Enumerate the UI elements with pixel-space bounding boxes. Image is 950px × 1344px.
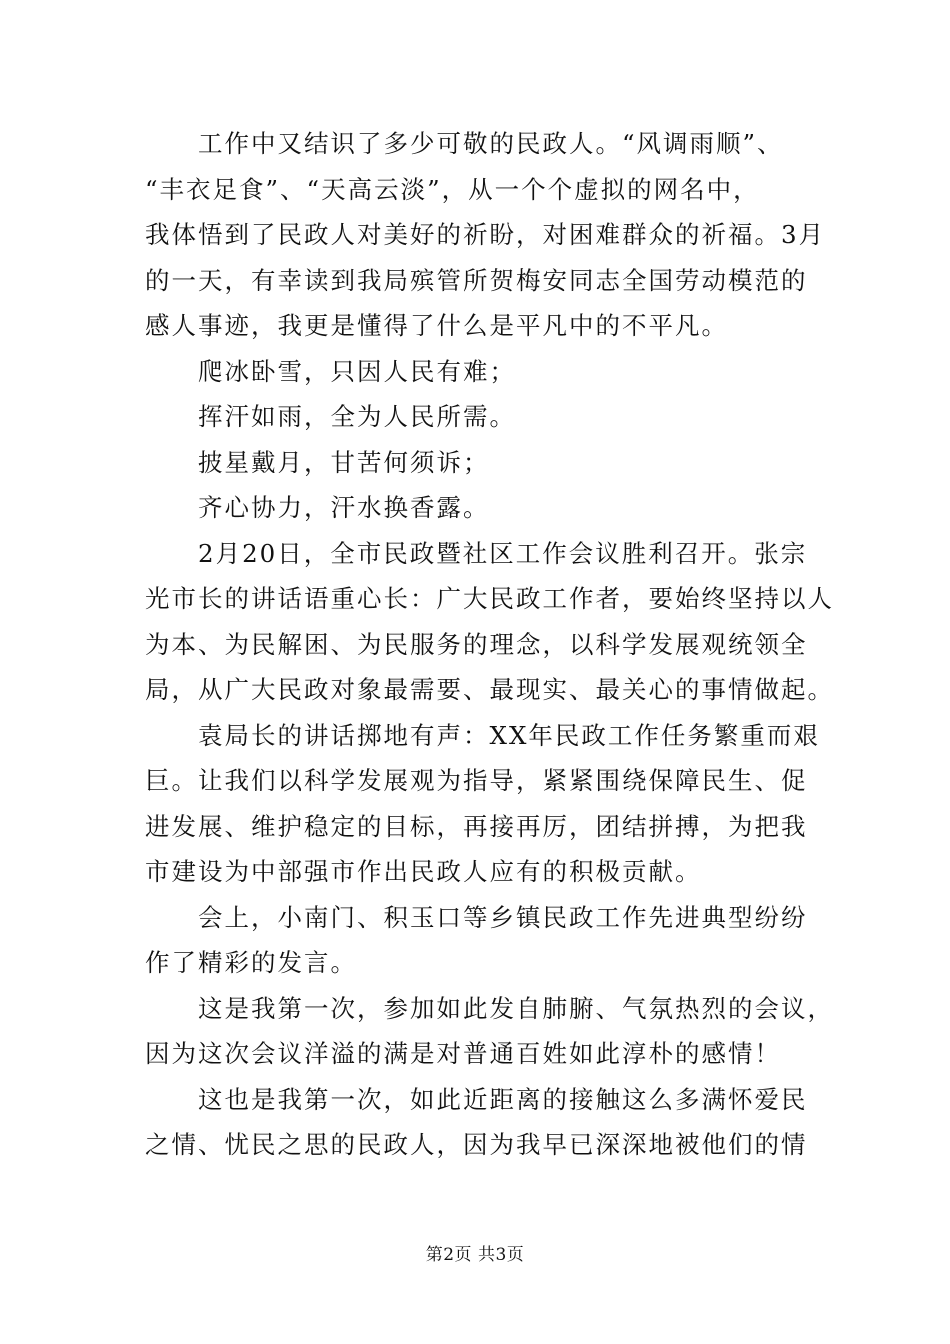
text-line: 工作中又结识了多少可敬的民政人。“风调雨顺”、 [145,129,784,158]
poem-line: 齐心协力，汗水换香露。 [145,493,490,522]
poem-line: 爬冰卧雪，只因人民有难； [145,356,516,386]
text-line: 之情、忧民之思的民政人，因为我早已深深地被他们的情 [145,1130,808,1159]
text-line: 这是我第一次，参加如此发自肺腑、气氛热烈的会议， [145,993,834,1023]
text-line: 因为这次会议洋溢的满是对普通百姓如此淳朴的感情！ [145,1039,781,1068]
text-line: 袁局长的讲话掷地有声：XX年民政工作任务繁重而艰 [145,720,820,750]
text-line: 感人事迹，我更是懂得了什么是平凡中的不平凡。 [145,311,728,340]
text-line: 光市长的讲话语重心长：广大民政工作者，要始终坚持以人 [145,584,834,613]
text-line: 的一天，有幸读到我局殡管所贺梅安同志全国劳动模范的 [145,265,808,295]
text-line: 巨。让我们以科学发展观为指导，紧紧围绕保障民生、促 [145,766,808,795]
text-line: 市建设为中部强市作出民政人应有的积极贡献。 [145,857,702,886]
text-line: 为本、为民解困、为民服务的理念，以科学发展观统领全 [145,629,808,659]
body-text [145,121,834,1168]
text-line: 局，从广大民政对象最需要、最现实、最关心的事情做起。 [145,675,834,704]
text-line: 进发展、维护稳定的目标，再接再厉，团结拼搏，为把我 [145,811,808,841]
text-line: 会上，小南门、积玉口等乡镇民政工作先进典型纷纷 [145,902,808,932]
text-line: 作了精彩的发言。 [145,948,357,977]
text-line: 这也是我第一次，如此近距离的接触这么多满怀爱民 [145,1084,808,1114]
text-line: “丰衣足食”、“天高云淡”，从一个个虚拟的网名中， [145,174,760,204]
page-number-footer: 第2页 共3页 [425,1245,525,1265]
text-line: 2月20日，全市民政暨社区工作会议胜利召开。张宗 [145,538,808,568]
text-line: 我体悟到了民政人对美好的祈盼，对困难群众的祈福。3月 [145,220,826,249]
poem-line: 披星戴月，甘苦何须诉； [145,447,490,477]
poem-line: 挥汗如雨，全为人民所需。 [145,402,516,431]
